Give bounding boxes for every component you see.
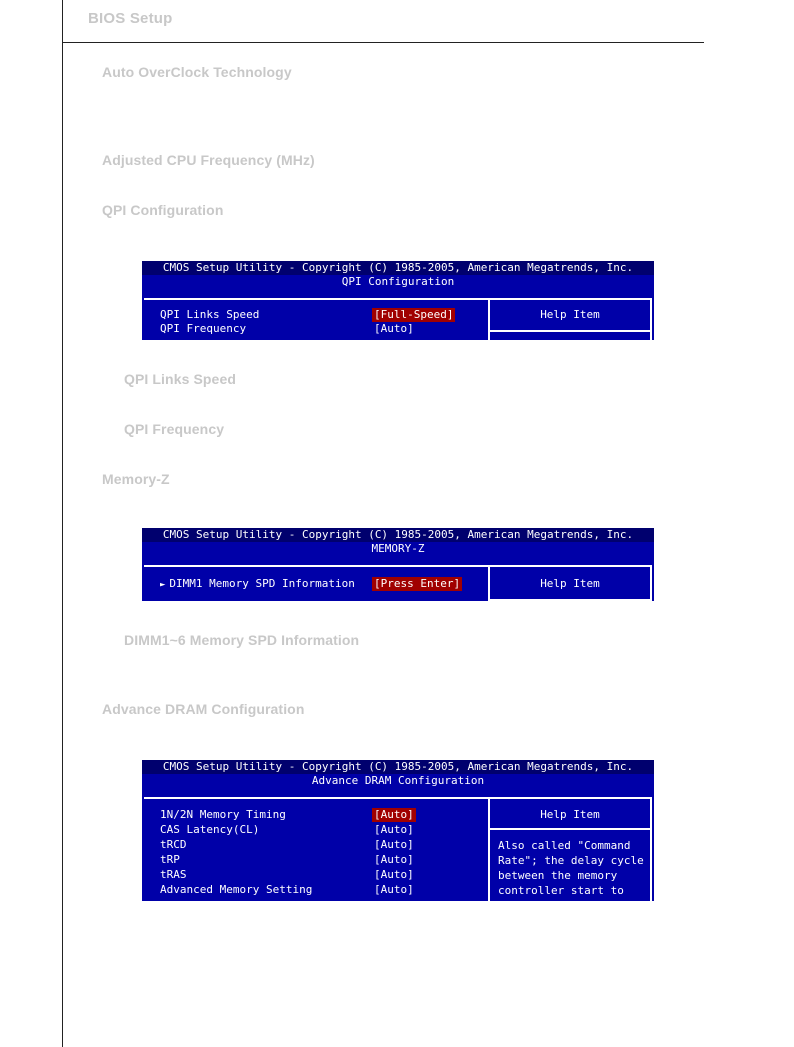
bios-help-text-line: between the memory [498,869,618,882]
section-qpi-links-speed: QPI Links Speed [124,371,236,387]
bios-copyright: CMOS Setup Utility - Copyright (C) 1985-2005, American Megatrends, Inc. [142,261,654,275]
bios-help-title: Help Item [540,308,600,321]
bios-right-edge [650,799,652,901]
bios-row-value-selected[interactable]: [Full-Speed] [374,308,454,321]
bios-row-label[interactable]: QPI Links Speed [160,308,260,321]
bios-row-label[interactable]: tRAS [160,868,187,881]
bios-screen-qpi [142,261,654,340]
bios-screen-memory-z [142,528,654,601]
bios-help-rule [490,828,652,830]
bios-row-label: DIMM1 Memory SPD Information [169,577,355,590]
bios-row-label[interactable]: tRCD [160,838,187,851]
bios-help-title: Help Item [540,808,600,821]
bios-help-text-line: controller start to [498,884,624,897]
bios-row-label[interactable]: CAS Latency(CL) [160,823,260,836]
bios-screen-title: Advance DRAM Configuration [142,774,654,788]
bios-panel [144,565,652,601]
bios-row-label[interactable]: Advanced Memory Setting [160,883,313,896]
submenu-arrow-icon: ► [160,580,166,590]
bios-row-label[interactable]: 1N/2N Memory Timing [160,808,286,821]
bios-row-value[interactable]: [Auto] [374,868,414,881]
section-auto-overclock: Auto OverClock Technology [102,64,292,80]
bios-copyright: CMOS Setup Utility - Copyright (C) 1985-2005, American Megatrends, Inc. [142,760,654,774]
bios-panel [144,797,652,901]
bios-row-value-selected[interactable]: [Press Enter] [374,577,461,590]
bios-row-value-selected[interactable]: [Auto] [374,808,414,821]
section-dimm-spd-information: DIMM1~6 Memory SPD Information [124,632,360,648]
bios-row-label[interactable]: tRP [160,853,180,866]
bios-row-value[interactable]: [Auto] [374,853,414,866]
bios-row-value[interactable]: [Auto] [374,838,414,851]
bios-screen-title: MEMORY-Z [142,542,654,556]
bios-help-text-line: Rate"; the delay cycle [498,854,644,867]
bios-row-submenu[interactable] [160,577,355,592]
bios-row-value[interactable]: [Auto] [374,823,414,836]
bios-help-rule [490,330,652,332]
section-adjusted-cpu-frequency: Adjusted CPU Frequency (MHz) [102,152,315,168]
bios-right-edge [650,567,652,601]
bios-screen-advance-dram [142,760,654,901]
page-header-title: BIOS Setup [88,10,173,27]
bios-help-title: Help Item [540,577,600,590]
bios-copyright: CMOS Setup Utility - Copyright (C) 1985-2005, American Megatrends, Inc. [142,528,654,542]
header-rule [62,42,704,43]
left-margin-rule [62,0,63,1047]
bios-row-value[interactable]: [Auto] [374,883,414,896]
section-qpi-configuration: QPI Configuration [102,202,224,218]
bios-row-value[interactable]: [Auto] [374,322,414,335]
section-advance-dram-configuration: Advance DRAM Configuration [102,701,305,717]
bios-panel [144,298,652,340]
bios-right-edge [650,300,652,340]
bios-screen-title: QPI Configuration [142,275,654,289]
bios-help-rule [490,599,652,601]
section-qpi-frequency: QPI Frequency [124,421,225,437]
bios-help-text-line: Also called "Command [498,839,631,852]
bios-row-label[interactable]: QPI Frequency [160,322,247,335]
section-memory-z: Memory-Z [102,471,170,487]
